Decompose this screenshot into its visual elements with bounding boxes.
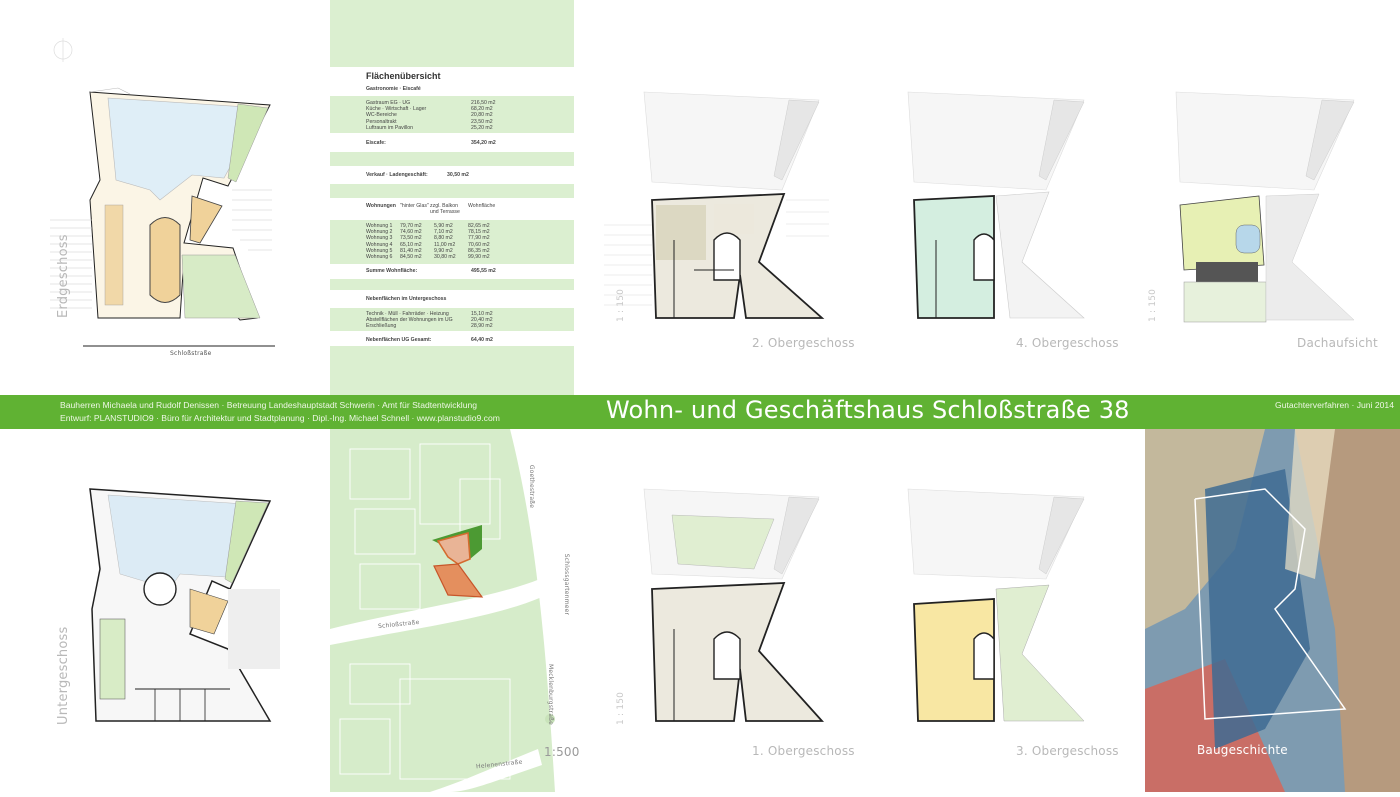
og2-label: 2. Obergeschoss: [752, 336, 855, 350]
table-row: WC-Bereiche: [366, 112, 397, 119]
table-row: Wohnung 4: [366, 241, 393, 248]
gastro-heading: Gastronomie · Eiscafé: [366, 86, 421, 92]
neben-heading: Nebenflächen im Untergeschoss: [366, 296, 447, 302]
table-row: Technik · Müll · Fahrräder · Heizung: [366, 311, 449, 317]
neben-sum: 64,40 m2: [471, 337, 493, 343]
table-cell: 82,65 m2: [468, 223, 490, 229]
street-mecklenburgstrasse: Mecklenburgstraße: [547, 663, 555, 726]
table-cell: 25,20 m2: [471, 124, 493, 131]
og3-label: 3. Obergeschoss: [1016, 744, 1119, 758]
table-cell: 20,80 m2: [471, 112, 493, 119]
verkauf-value: 30,50 m2: [447, 172, 469, 178]
table-row: Abstellflächen der Wohnungen im UG: [366, 317, 453, 324]
street-helenenstrasse: Helenenstraße: [475, 758, 523, 771]
table-cell: 84,50 m2: [400, 254, 422, 261]
table-cell: 78,15 m2: [468, 229, 490, 236]
table-row: Wohnung 3: [366, 235, 393, 242]
table-row: Luftraum im Pavillon: [366, 124, 413, 131]
dach-scale: 1 : 150: [1148, 288, 1158, 322]
area-table-title: Flächenübersicht: [366, 71, 441, 81]
credits-line-2: Entwurf: PLANSTUDIO9 · Büro für Architektur und Stadtplanung · Dipl.-Ing. Michael Schnell · www.planstudio9.com: [60, 413, 500, 423]
og1-label: 1. Obergeschoss: [752, 744, 855, 758]
table-cell: 30,80 m2: [434, 254, 456, 261]
plan-erdgeschoss: [0, 0, 330, 395]
table-row: Erschließung: [366, 323, 397, 330]
untergeschoss-label: Untergeschoss: [56, 626, 71, 725]
table-row: Küche · Wirtschaft · Lager: [366, 106, 427, 113]
plan-3-obergeschoss: [844, 429, 1119, 792]
project-title: Wohn- und Geschäftshaus Schloßstraße 38: [606, 396, 1130, 424]
og3-drawing: [844, 429, 1114, 792]
table-row: Personaltrakt: [366, 118, 397, 125]
table-cell: 9,90 m2: [434, 247, 453, 254]
history-map-drawing: [1145, 429, 1400, 792]
table-cell: 86,35 m2: [468, 247, 490, 254]
table-cell: 28,90 m2: [471, 323, 493, 330]
og2-scale: 1 : 150: [616, 288, 626, 322]
table-row: Gastraum EG · UG: [366, 100, 411, 106]
table-row: Wohnung 2: [366, 229, 393, 236]
site-map-drawing: [330, 429, 574, 792]
table-cell: 23,50 m2: [471, 118, 493, 125]
table-cell: 99,90 m2: [468, 254, 490, 261]
wohn-sum: 495,55 m2: [471, 268, 496, 274]
history-map: [1145, 429, 1400, 792]
street-goethestrasse: Goethestraße: [528, 464, 536, 509]
wohn-head-3: Wohnfläche: [468, 203, 496, 209]
untergeschoss-drawing: [0, 429, 330, 792]
dach-label: Dachaufsicht: [1297, 336, 1378, 350]
og4-label: 4. Obergeschoss: [1016, 336, 1119, 350]
table-cell: 216,50 m2: [471, 100, 496, 106]
og1-scale: 1 : 150: [616, 691, 626, 725]
erdgeschoss-street-label: Schloßstraße: [170, 350, 212, 357]
wohn-head-2: zzgl. Balkon und Terrasse: [430, 203, 460, 216]
erdgeschoss-label: Erdgeschoss: [56, 234, 71, 318]
plan-4-obergeschoss: [844, 0, 1119, 395]
table-cell: 65,10 m2: [400, 241, 422, 248]
table-cell: 15,10 m2: [471, 311, 493, 317]
wohn-head-1: "hinter Glas": [400, 203, 429, 209]
table-row: Wohnung 6: [366, 254, 393, 261]
table-cell: 77,90 m2: [468, 235, 490, 242]
table-row: Wohnung 1: [366, 223, 393, 229]
eiscafe-label: Eiscafe:: [366, 140, 386, 146]
erdgeschoss-drawing: [0, 0, 330, 395]
table-cell: 79,70 m2: [400, 223, 422, 229]
eiscafe-total: 354,20 m2: [471, 140, 496, 146]
neben-sum-label: Nebenflächen UG Gesamt:: [366, 337, 432, 343]
banner-meta: Gutachterverfahren · Juni 2014: [1275, 400, 1394, 410]
table-cell: 8,80 m2: [434, 235, 453, 242]
plan-untergeschoss: [0, 429, 330, 792]
table-cell: 74,60 m2: [400, 229, 422, 236]
history-label: Baugeschichte: [1197, 743, 1288, 757]
street-schlossstrasse: Schloßstraße: [377, 618, 420, 631]
table-cell: 81,40 m2: [400, 247, 422, 254]
banner-credits: [60, 399, 500, 425]
street-schlossgartenmeer: Schlossgartenmeer: [563, 553, 571, 616]
plan-1-obergeschoss: [574, 429, 855, 792]
table-cell: 70,60 m2: [468, 241, 490, 248]
table-cell: 68,20 m2: [471, 106, 493, 113]
table-cell: 73,50 m2: [400, 235, 422, 242]
credits-line-1: Bauherren Michaela und Rudolf Denissen · Betreuung Landeshauptstadt Schwerin · Amt für Stadtentwicklung: [60, 400, 478, 410]
wohn-head-0: Wohnungen: [366, 203, 396, 209]
table-cell: 11,00 m2: [434, 241, 456, 248]
table-cell: 20,40 m2: [471, 317, 493, 324]
wohn-sum-label: Summe Wohnfläche:: [366, 268, 418, 274]
title-banner: [0, 395, 1400, 429]
table-cell: 7,10 m2: [434, 229, 453, 236]
table-cell: 5,90 m2: [434, 223, 453, 229]
plan-dachaufsicht: [1114, 0, 1400, 395]
area-table-panel: [330, 0, 574, 395]
site-map: [330, 429, 580, 792]
verkauf-label: Verkauf · Ladengeschäft:: [366, 172, 428, 178]
table-row: Wohnung 5: [366, 247, 393, 254]
og1-drawing: [574, 429, 844, 792]
plan-2-obergeschoss: [574, 0, 855, 395]
map-scale: 1:500: [544, 745, 580, 759]
